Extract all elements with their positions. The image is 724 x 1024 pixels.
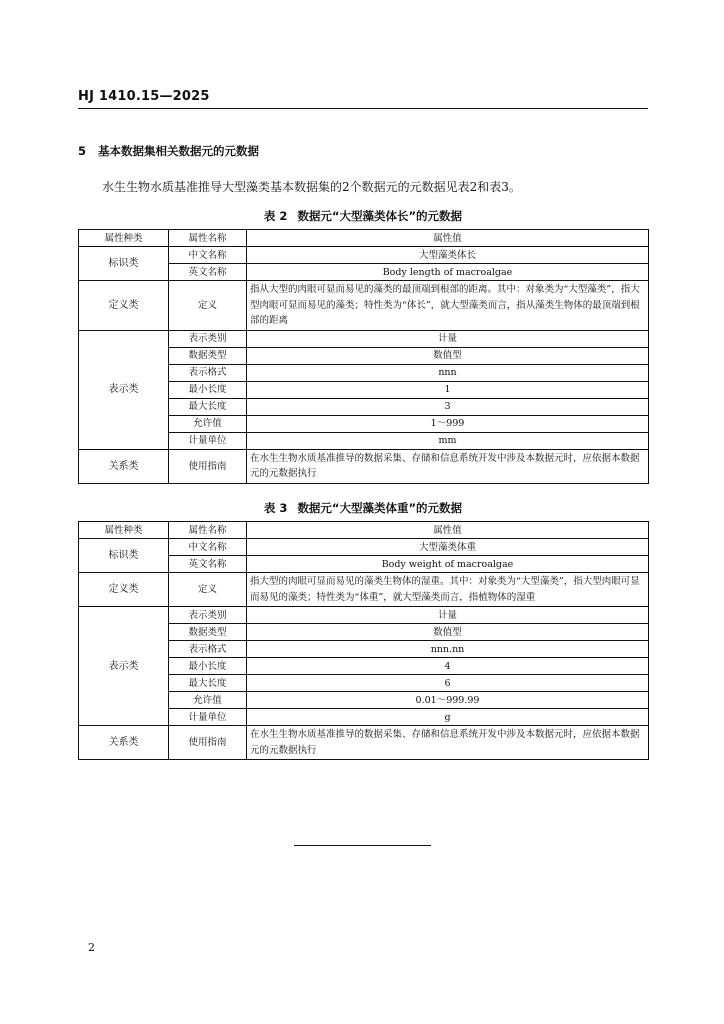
attribute-cell: 英文名称 [169, 556, 247, 573]
section-body-text: 水生生物水质基准推导大型藻类基本数据集的2个数据元的元数据见表2和表3。 [102, 180, 521, 194]
attribute-cell: 最大长度 [169, 398, 247, 415]
table-3-caption [78, 500, 648, 516]
header-cell-category: 属性种类 [79, 522, 169, 539]
table-row [79, 726, 649, 760]
attribute-cell: 使用指南 [169, 726, 247, 760]
category-cell-relation: 关系类 [79, 449, 169, 483]
section-title: 基本数据集相关数据元的元数据 [98, 144, 259, 158]
table-row [79, 449, 649, 483]
attribute-cell: 允许值 [169, 692, 247, 709]
table-2 [78, 229, 649, 484]
value-cell: 大型藻类体重 [247, 539, 649, 556]
attribute-cell: 定义 [169, 281, 247, 331]
guide-value-cell: 在水生生物水质基准推导的数据采集、存储和信息系统开发中涉及本数据元时，应依据本数据元的元数据执行 [247, 449, 649, 483]
table-row [79, 573, 649, 607]
attribute-cell: 中文名称 [169, 247, 247, 264]
definition-value-cell: 指大型的肉眼可显而易见的藻类生物体的湿重。其中：对象类为“大型藻类”，指大型肉眼可显而易见的藻类；特性类为“体重”，就大型藻类而言，指植物体的湿重 [247, 573, 649, 607]
value-cell: 计量 [247, 330, 649, 347]
table-row [79, 330, 649, 347]
value-cell: 3 [247, 398, 649, 415]
header-cell-value: 属性值 [247, 522, 649, 539]
header-cell-category: 属性种类 [79, 230, 169, 247]
attribute-cell: 表示格式 [169, 641, 247, 658]
value-cell: nnn [247, 364, 649, 381]
table-row [79, 281, 649, 331]
table-3 [78, 521, 649, 760]
category-cell-ident: 标识类 [79, 247, 169, 281]
attribute-cell: 定义 [169, 573, 247, 607]
document-header-code: HJ 1410.15—2025 [78, 89, 210, 104]
table-header-row [79, 522, 649, 539]
category-cell-ident: 标识类 [79, 539, 169, 573]
category-cell-definition: 定义类 [79, 573, 169, 607]
category-cell-representation: 表示类 [79, 330, 169, 449]
section-heading [78, 143, 259, 159]
table-caption-title: 数据元“大型藻类体长”的元数据 [297, 209, 463, 223]
header-cell-value: 属性值 [247, 230, 649, 247]
attribute-cell: 表示类别 [169, 330, 247, 347]
attribute-cell: 计量单位 [169, 709, 247, 726]
header-rule [78, 108, 648, 109]
attribute-cell: 允许值 [169, 415, 247, 432]
value-cell: 4 [247, 658, 649, 675]
attribute-cell: 计量单位 [169, 432, 247, 449]
table-caption-number: 表 2 [263, 209, 288, 223]
value-cell: 0.01～999.99 [247, 692, 649, 709]
attribute-cell: 数据类型 [169, 347, 247, 364]
section-number: 5 [78, 144, 87, 158]
page-number: 2 [88, 941, 95, 954]
category-cell-representation: 表示类 [79, 607, 169, 726]
value-cell: g [247, 709, 649, 726]
table-caption-title: 数据元“大型藻类体重”的元数据 [297, 501, 463, 515]
value-cell: 6 [247, 675, 649, 692]
value-cell: 大型藻类体长 [247, 247, 649, 264]
definition-value-cell: 指从大型的肉眼可显而易见的藻类的最顶端到根部的距离。其中：对象类为“大型藻类”，指大型肉眼可显而易见的藻类；特性类为“体长”，就大型藻类而言，指从藻类生物体的最顶端到根部的距离 [247, 281, 649, 331]
attribute-cell: 表示格式 [169, 364, 247, 381]
value-cell: 计量 [247, 607, 649, 624]
table-row [79, 607, 649, 624]
attribute-cell: 使用指南 [169, 449, 247, 483]
table-caption-number: 表 3 [263, 501, 288, 515]
value-cell: Body length of macroalgae [247, 264, 649, 281]
table-2-caption [78, 208, 648, 224]
value-cell: 1 [247, 381, 649, 398]
guide-value-cell: 在水生生物水质基准推导的数据采集、存储和信息系统开发中涉及本数据元时，应依据本数据元的元数据执行 [247, 726, 649, 760]
attribute-cell: 数据类型 [169, 624, 247, 641]
value-cell: Body weight of macroalgae [247, 556, 649, 573]
end-of-document-rule [294, 845, 431, 846]
value-cell: 数值型 [247, 624, 649, 641]
value-cell: mm [247, 432, 649, 449]
header-cell-attribute: 属性名称 [169, 522, 247, 539]
attribute-cell: 最小长度 [169, 381, 247, 398]
attribute-cell: 表示类别 [169, 607, 247, 624]
header-cell-attribute: 属性名称 [169, 230, 247, 247]
category-cell-relation: 关系类 [79, 726, 169, 760]
attribute-cell: 最小长度 [169, 658, 247, 675]
attribute-cell: 英文名称 [169, 264, 247, 281]
table-row [79, 247, 649, 264]
table-row [79, 539, 649, 556]
category-cell-definition: 定义类 [79, 281, 169, 331]
value-cell: 数值型 [247, 347, 649, 364]
attribute-cell: 中文名称 [169, 539, 247, 556]
table-header-row [79, 230, 649, 247]
value-cell: nnn.nn [247, 641, 649, 658]
value-cell: 1～999 [247, 415, 649, 432]
attribute-cell: 最大长度 [169, 675, 247, 692]
